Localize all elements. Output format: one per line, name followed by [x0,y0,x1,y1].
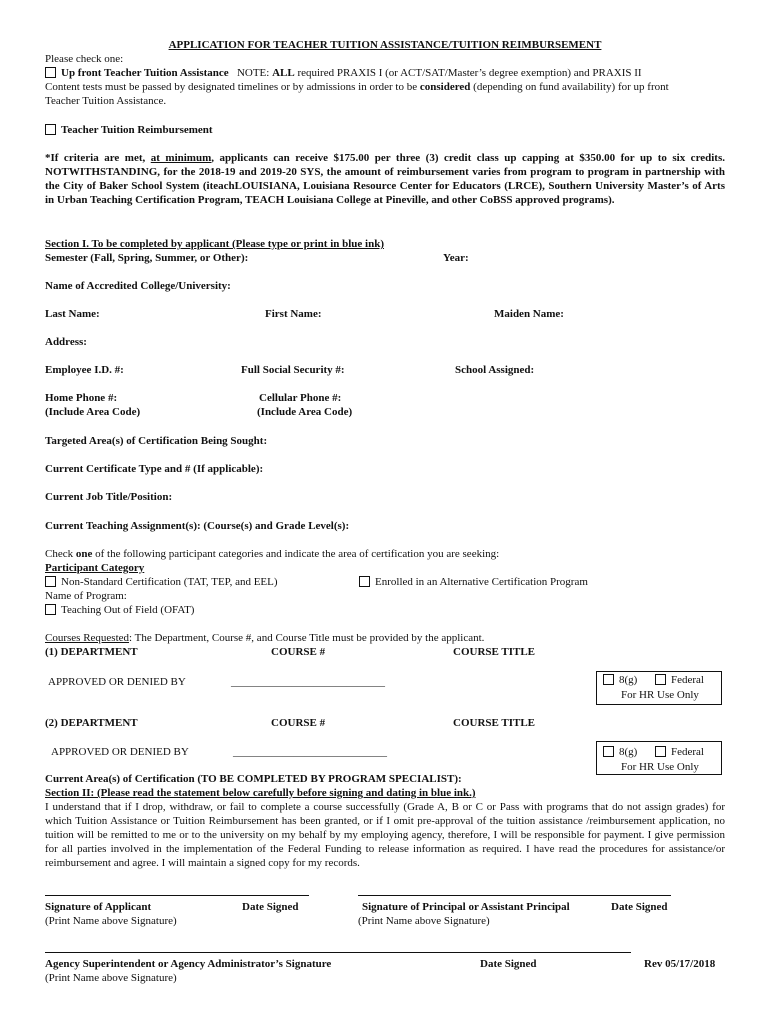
applicant-signature-line[interactable] [45,895,309,896]
upfront-checkbox[interactable] [45,67,56,78]
alternative-label: Enrolled in an Alternative Certification Program [375,576,588,588]
upfront-line2-a: Content tests must be passed by designated timelines or by admissions in order to be [45,81,418,93]
first-name-label: First Name: [265,308,322,320]
home-phone-label: Home Phone #: [45,392,118,404]
superintendent-signature-label: Agency Superintendent or Agency Administrator’s Signature [45,958,332,970]
nonstandard-checkbox[interactable] [45,576,56,587]
course2-title: COURSE TITLE [453,717,536,729]
hr2-8g-checkbox[interactable] [603,746,614,757]
upfront-line-2 [45,80,669,94]
courses-requested-line [45,631,484,645]
ofat-label: Teaching Out of Field (OFAT) [61,604,195,616]
section2-statement: I understand that if I drop, withdraw, or fail to complete a course successfully (Grade A, B or C or Pass with programs that do not assign grades) for which Tuition Assistance or Tuition Reimbursement has been granted, or if I omit pre-approval of the tuition assistance /reimbursement application, no tuition will be remitted to me or to the university on my behalf by my employing agency, therefore, I will be responsible for payment. I give permission for all parties involved in the implementation of the Federal Funding to release information as required. I have read the procedures for assistance/or reimbursement and agree. I will maintain a signed copy for my records. [45,801,725,869]
cell-phone-sub: (Include Area Code) [257,406,353,418]
hr2-8g-label: 8(g) [619,746,638,758]
last-name-label: Last Name: [45,308,100,320]
section2-heading: Section II: (Please read the statement below carefully before signing and dating in blue ink.) [45,787,476,799]
courses-note: : The Department, Course #, and Course Title must be provided by the applicant. [129,632,485,644]
form-title: APPLICATION FOR TEACHER TUITION ASSISTANCE/TUITION REIMBURSEMENT [168,39,602,51]
upfront-considered: considered [419,81,471,93]
hr-box2-federal [655,745,704,759]
revision-label: Rev 05/17/2018 [644,958,716,970]
cell-phone-label: Cellular Phone #: [259,392,342,404]
upfront-option [45,66,642,80]
hr-box1-federal [655,673,704,687]
job-title-label: Current Job Title/Position: [45,491,173,503]
hr-box1-row [603,673,637,687]
principal-date-label: Date Signed [611,901,668,913]
hr-box2-row [603,745,637,759]
participant-category-heading: Participant Category [45,562,145,574]
upfront-note-all: ALL [272,67,295,79]
ofat-checkbox[interactable] [45,604,56,615]
hr1-federal-checkbox[interactable] [655,674,666,685]
address-label: Address: [45,336,87,348]
course1-number: COURSE # [271,646,326,658]
maiden-name-label: Maiden Name: [494,308,564,320]
hr1-8g-checkbox[interactable] [603,674,614,685]
reimbursement-option [45,123,213,137]
reimbursement-label: Teacher Tuition Reimbursement [61,124,213,136]
criteria-paragraph [45,151,725,207]
principal-signature-label: Signature of Principal or Assistant Principal [362,901,570,913]
targeted-area-label: Targeted Area(s) of Certification Being Sought: [45,435,268,447]
criteria-p2: , applicants can receive $175.00 per three (3) credit class up capping at $350.00 for up to six credits. NOTWITHSTANDING, for the 2018-19 and 2019-20 SYS, the amount of reimbursement varies from program to program in partnership with the City of Baker School System (iteachLOUISIANA, Louisiana Resource Center for Educators (LRCE), Southern University Master’s of Arts in Urban Teaching Certification Program, TEACH Louisiana College at Pineville, and other CoBSS approved programs). [45,152,726,206]
principal-print-name: (Print Name above Signature) [358,915,490,927]
instr-b: of the following participant categories and indicate the area of certification you are seeking: [95,548,500,560]
superintendent-print-name: (Print Name above Signature) [45,972,177,984]
reimbursement-checkbox[interactable] [45,124,56,135]
applicant-date-label: Date Signed [242,901,299,913]
home-phone-sub: (Include Area Code) [45,406,141,418]
principal-signature-line[interactable] [358,895,671,896]
check-one-label: Please check one: [45,53,124,65]
alternative-checkbox[interactable] [359,576,370,587]
superintendent-signature-line[interactable] [45,952,631,953]
participant-instructions [45,547,499,561]
course2-department: (2) DEPARTMENT [45,717,138,729]
employee-id-label: Employee I.D. #: [45,364,124,376]
course2-approved-line: ____________________________ [233,746,387,758]
current-area-label: Current Area(s) of Certification (TO BE COMPLETED BY PROGRAM SPECIALIST): [45,773,462,785]
semester-label: Semester (Fall, Spring, Summer, or Other): [45,252,249,264]
teaching-assignment-label: Current Teaching Assignment(s): (Course(s) and Grade Level(s): [45,520,350,532]
upfront-label: Up front Teacher Tuition Assistance [61,67,229,79]
course2-number: COURSE # [271,717,326,729]
upfront-note-text: required PRAXIS I (or ACT/SAT/Master’s degree exemption) and PRAXIS II [297,67,642,79]
instr-one: one [75,548,93,560]
hr1-federal-label: Federal [671,674,704,686]
program-name-label: Name of Program: [45,590,127,602]
courses-heading: Courses Requested [45,632,130,644]
superintendent-date-label: Date Signed [480,958,537,970]
hr2-use-only: For HR Use Only [621,761,699,773]
course2-approved-label: APPROVED OR DENIED BY [51,746,189,758]
instr-a: Check [45,548,74,560]
course1-approved-label: APPROVED OR DENIED BY [48,676,186,688]
course1-department: (1) DEPARTMENT [45,646,138,658]
hr2-federal-label: Federal [671,746,704,758]
applicant-signature-label: Signature of Applicant [45,901,152,913]
upfront-line2-b: (depending on fund availability) for up front [473,81,669,93]
upfront-note-prefix: NOTE: [236,67,270,79]
section1-heading: Section I. To be completed by applicant (Please type or print in blue ink) [45,238,384,250]
course1-title: COURSE TITLE [453,646,536,658]
hr1-use-only: For HR Use Only [621,689,699,701]
cert-type-label: Current Certificate Type and # (If applicable): [45,463,264,475]
hr1-8g-label: 8(g) [619,674,638,686]
applicant-print-name: (Print Name above Signature) [45,915,177,927]
ssn-label: Full Social Security #: [241,364,345,376]
year-label: Year: [443,252,469,264]
upfront-line-3: Teacher Tuition Assistance. [45,95,167,107]
criteria-p1: *If criteria are met, [45,152,146,164]
nonstandard-label: Non-Standard Certification (TAT, TEP, and EEL) [61,576,278,588]
school-assigned-label: School Assigned: [455,364,535,376]
course1-approved-line: ____________________________ [231,676,385,688]
hr2-federal-checkbox[interactable] [655,746,666,757]
ofat-option [45,603,194,617]
alternative-option [359,575,588,589]
college-label: Name of Accredited College/University: [45,280,231,292]
nonstandard-option [45,575,278,589]
criteria-at-minimum: at minimum [150,152,212,164]
